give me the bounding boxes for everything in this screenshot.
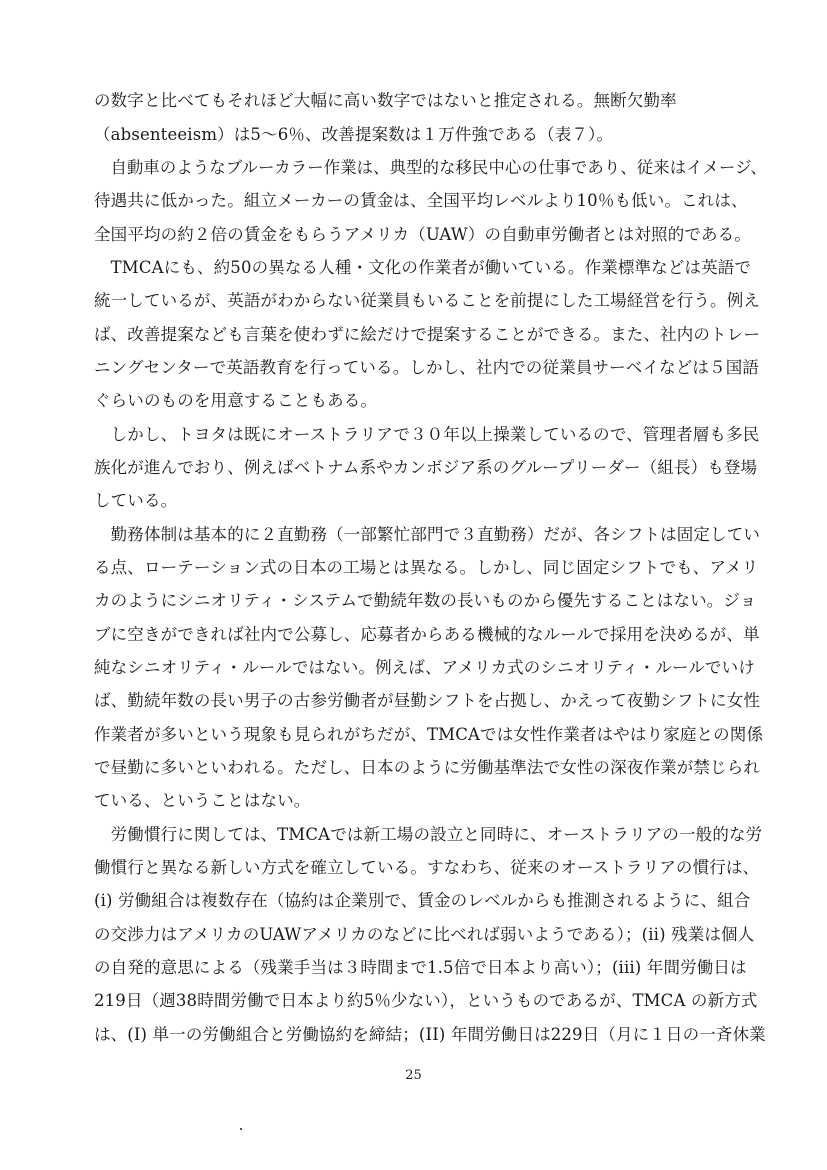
body-text-line: 労働慣行に関しては、TMCAでは新工場の設立と同時に、オーストラリアの一般的な労 [94, 825, 763, 844]
body-text-line: で昼勤に多いといわれる。ただし、日本のように労働基準法で女性の深夜作業が禁じられ [94, 758, 760, 777]
body-text-line: 純なシニオリティ・ルールではない。例えば、アメリカ式のシニオリティ・ルールでいけ [94, 658, 755, 677]
body-text-line: の自発的意思による（残業手当は３時間まで1.5倍で日本より高い）；(iii) 年間労働日は [94, 958, 747, 977]
body-text-line: しかし、トヨタは既にオーストラリアで３０年以上操業しているので、管理者層も多民 [94, 425, 760, 444]
body-text-line: カのようにシニオリティ・システムで勤続年数の長いものから優先することはない。ジョ [94, 591, 757, 610]
body-text-line: ば、改善提案なども言葉を使わずに絵だけで提案することができる。また、社内のトレー [94, 325, 760, 344]
body-text-line: の交渉力はアメリカのUAWアメリカのなどに比べれば弱いようである）；(ii) 残業は個人 [94, 925, 755, 944]
body-text-line: ぐらいのものを用意することもある。 [94, 391, 378, 410]
body-text-line: (i) 労働組合は複数存在（協約は企業別で、賃金のレベルからも推測されるように、組合 [94, 891, 751, 910]
body-text-line: 作業者が多いという現象も見られがちだが、TMCAでは女性作業者はやはり家庭との関係 [94, 725, 764, 744]
body-text-line: ば、勤続年数の長い男子の古参労働者が昼勤シフトを占拠し、かえって夜勤シフトに女性 [94, 691, 760, 710]
body-text-line: している。 [94, 491, 178, 510]
body-text-line: TMCAにも、約50の異なる人種・文化の作業者が働いている。作業標準などは英語で [94, 258, 752, 277]
body-text-line: ニングセンターで英語教育を行っている。しかし、社内での従業員サーベイなどは５国語 [94, 358, 760, 377]
body-text-line: 自動車のようなブルーカラー作業は、典型的な移民中心の仕事であり、従来はイメージ、 [94, 158, 767, 177]
scan-speck [240, 1128, 242, 1130]
body-text-line: は、(I) 単一の労働組合と労働協約を締結；(II) 年間労働日は229日（月に１日の一斉休業 [94, 1025, 766, 1044]
body-text-line: る点、ローテーション式の日本の工場とは異なる。しかし、同じ固定シフトでも、アメリ [94, 558, 759, 577]
body-text-line: 全国平均の約２倍の賃金をもらうアメリカ（UAW）の自動車労働者とは対照的である。 [94, 225, 751, 244]
body-text-line: 族化が進んでおり、例えばベトナム系やカンボジア系のグループリーダー（組長）も登場 [94, 458, 758, 477]
body-text-line: 統一しているが、英語がわからない従業員もいることを前提にした工場経営を行う。例え [94, 291, 760, 310]
page-number: 25 [405, 1068, 422, 1083]
body-text-line: 待遇共に低かった。組立メーカーの賃金は、全国平均レベルより10％も低い。これは、 [94, 191, 748, 210]
body-text-line: ブに空きができれば社内で公募し、応募者からある機械的なルールで採用を決めるが、単 [94, 625, 760, 644]
body-text-line: の数字と比べてもそれほど大幅に高い数字ではないと推定される。無断欠勤率 [94, 91, 677, 110]
body-text-line: 219日（週38時間労働で日本より約5％少ない），というものであるが、TMCA の新方式 [94, 991, 758, 1010]
body-text-line: （absenteeism）は5～6％、改善提案数は１万件強である（表７）。 [94, 125, 614, 144]
body-text-line: 勤務体制は基本的に２直勤務（一部繁忙部門で３直勤務）だが、各シフトは固定してい [94, 525, 760, 544]
body-text-line: ている、ということはない。 [94, 791, 311, 810]
body-text-line: 働慣行と異なる新しい方式を確立している。すなわち、従来のオーストラリアの慣行は、 [94, 858, 760, 877]
